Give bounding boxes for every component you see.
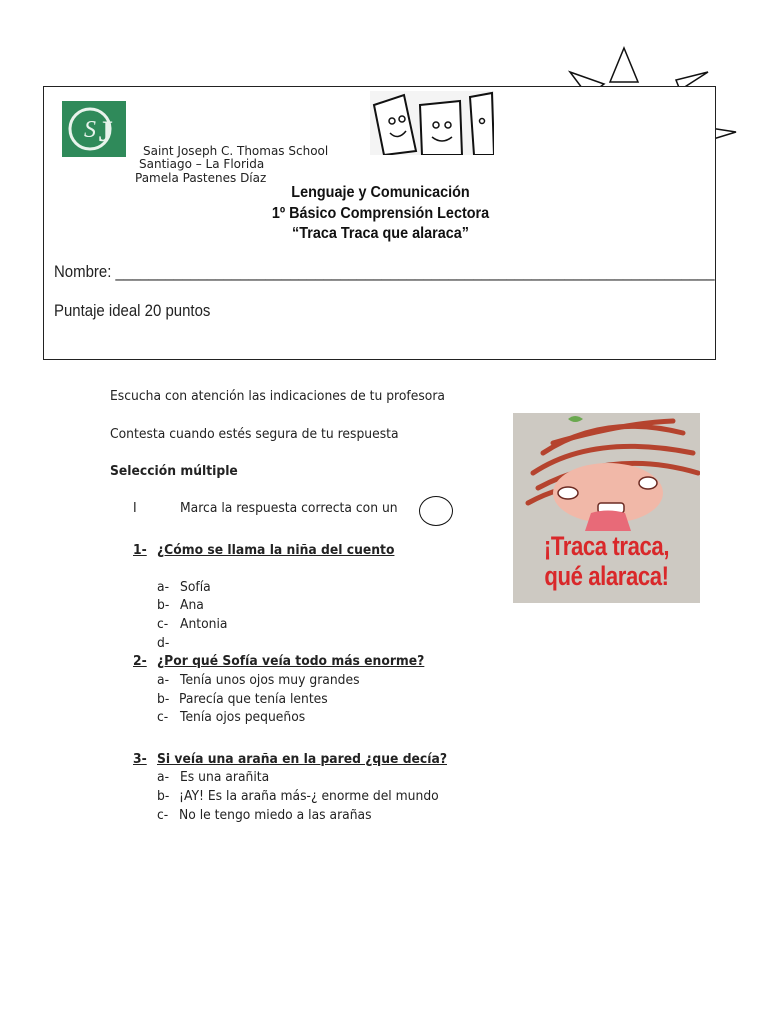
cover-title-line: ¡Traca traca,	[543, 531, 670, 561]
option-letter: c-	[157, 710, 169, 725]
option-letter: d-	[157, 636, 170, 651]
option-letter: c-	[157, 808, 169, 823]
option-text[interactable]: Tenía unos ojos muy grandes	[180, 673, 360, 688]
question-text: ¿Por qué Sofía veía todo más enorme?	[157, 654, 425, 669]
question-text: ¿Cómo se llama la niña del cuento	[157, 543, 395, 558]
option-letter: a-	[157, 770, 170, 785]
question-text: Si veía una araña en la pared ¿que decía?	[157, 752, 447, 767]
item-instruction: Marca la respuesta correcta con un	[180, 501, 398, 516]
teacher-name: Pamela Pastenes Díaz	[135, 171, 267, 185]
option-text[interactable]: No le tengo miedo a las arañas	[179, 808, 372, 823]
answer-circle-icon	[419, 496, 453, 526]
option-text[interactable]: Sofía	[180, 580, 211, 595]
option-letter: b-	[157, 789, 170, 804]
option-letter: c-	[157, 617, 169, 632]
school-name: Saint Joseph C. Thomas School	[143, 144, 329, 158]
section-heading: Selección múltiple	[110, 464, 238, 479]
header-box	[43, 86, 716, 360]
cartoon-books-icon	[370, 91, 494, 155]
cover-title	[530, 531, 683, 591]
book-cover-image	[513, 413, 700, 603]
score-label: Puntaje ideal 20 puntos	[54, 301, 211, 320]
school-logo-icon	[62, 101, 126, 157]
story-title: “Traca Traca que alaraca”	[292, 225, 469, 242]
option-letter: a-	[157, 673, 170, 688]
course-title: 1º Básico Comprensión Lectora	[271, 205, 490, 222]
instruction-listen: Escucha con atención las indicaciones de tu profesora	[110, 389, 445, 404]
option-text[interactable]: Tenía ojos pequeños	[180, 710, 306, 725]
cover-title-line: qué alaraca!	[544, 561, 669, 591]
name-field[interactable]: Nombre: ________________________________________________________________________	[54, 262, 715, 281]
question-number: 2-	[133, 654, 147, 669]
option-text[interactable]: Parecía que tenía lentes	[179, 692, 328, 707]
option-letter: b-	[157, 692, 170, 707]
svg-text:J: J	[98, 115, 113, 148]
subject-title: Lenguaje y Comunicación	[291, 184, 470, 201]
option-text[interactable]: Ana	[180, 598, 204, 613]
option-text[interactable]: Antonia	[180, 617, 228, 632]
option-text[interactable]: Es una arañita	[180, 770, 270, 785]
question-number: 1-	[133, 543, 147, 558]
svg-text:S: S	[84, 117, 96, 143]
option-letter: a-	[157, 580, 170, 595]
item-number: I	[133, 501, 137, 516]
school-location: Santiago – La Florida	[139, 157, 265, 171]
option-letter: b-	[157, 598, 170, 613]
question-number: 3-	[133, 752, 147, 767]
instruction-answer: Contesta cuando estés segura de tu respuesta	[110, 427, 399, 442]
option-text[interactable]: ¡AY! Es la araña más-¿ enorme del mundo	[179, 789, 439, 804]
